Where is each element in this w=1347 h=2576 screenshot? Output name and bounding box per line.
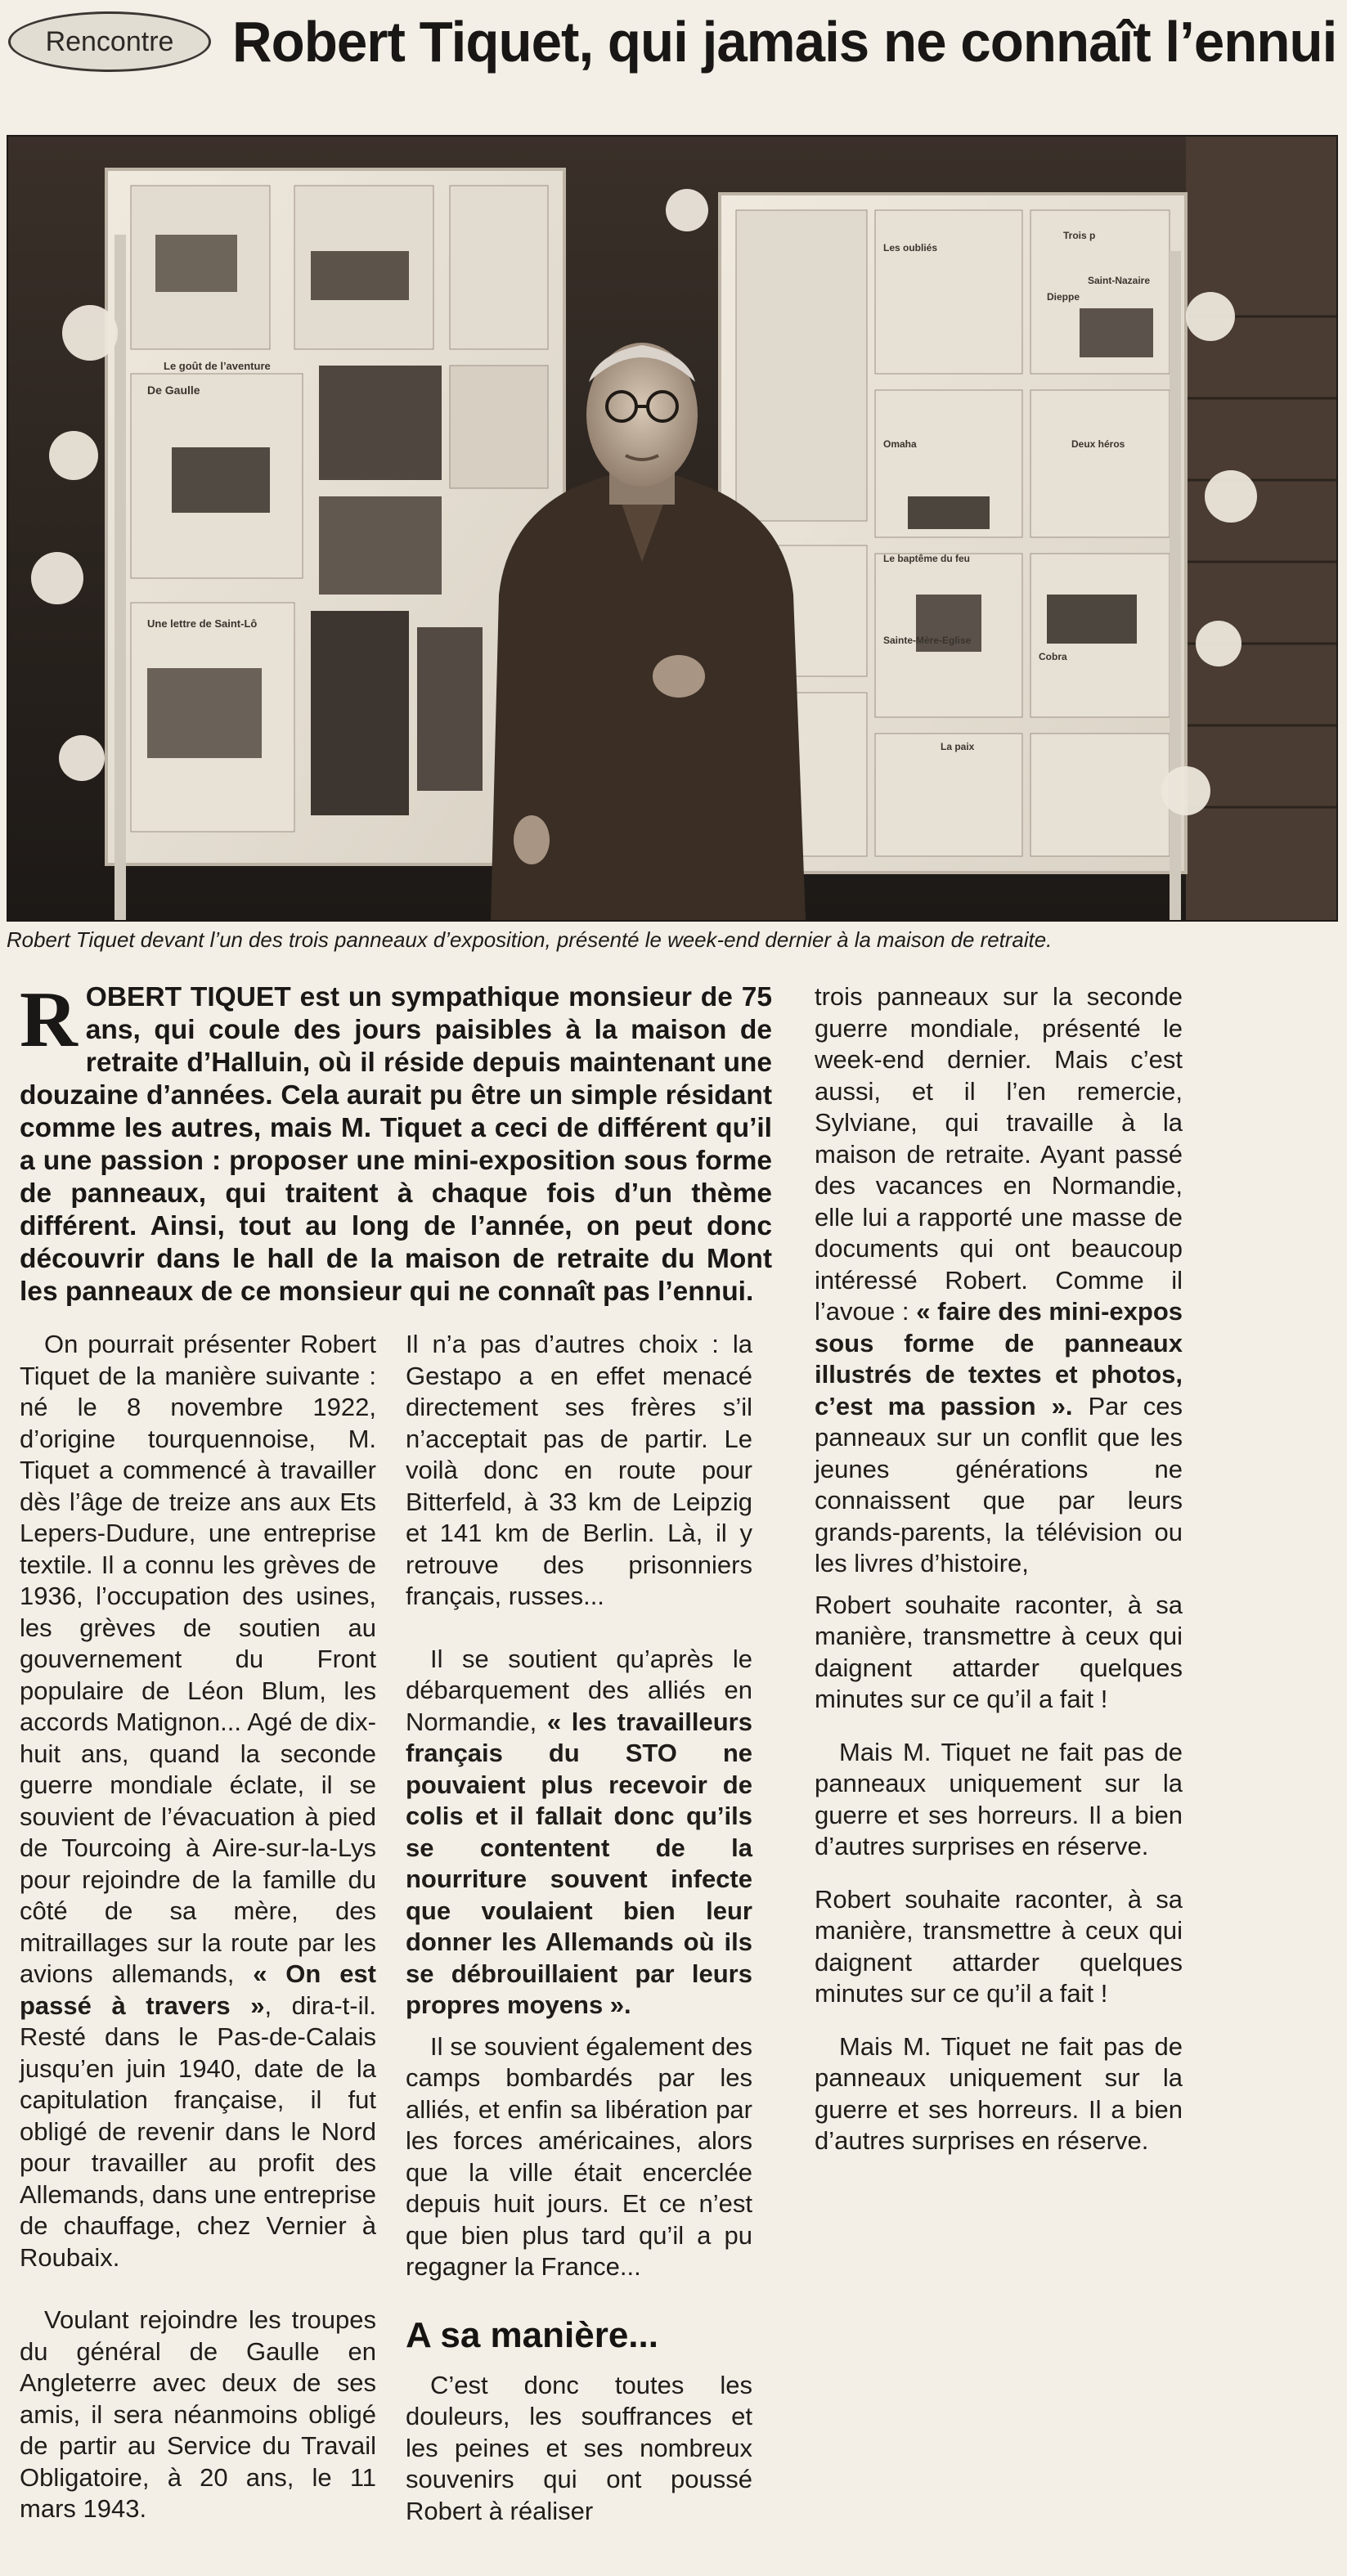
col1-p1-quote: « On est passé à travers » — [20, 1959, 376, 2020]
col1-p1-end: , dira-t-il. Resté dans le Pas-de-Calais jusqu’en juin 1940, date de la capitulation française, il fut obligé de revenir dans le Nord pour travailler au profit des Allemands, dans une entreprise de chauffage, chez Vernier à Roubaix. — [20, 1990, 376, 2272]
article-lead — [20, 976, 772, 1308]
right-panel-label-10: La paix — [941, 741, 975, 752]
right-panel-label-3: Saint-Nazaire — [1088, 275, 1151, 286]
col1-p1-text: On pourrait présenter Robert Tiquet de la manière suivante : né le 8 novembre 1922, d’origine tourquennoise, M. Tiquet a commencé à travailler dès l’âge de treize ans aux Ets Lepers-Dudure, une entreprise textile. Il a connu les grèves de 1936, l’occupation des usines, les grèves de soutien au gouvernement du Front populaire de Léon Blum, les accords Matignon... Agé de dix-huit ans, quand la seconde guerre mondiale éclate, il se souvient de l’évacuation à pied de Tourcoing à Aire-sur-la-Lys pour rejoindre de la famille du côté de sa mère, des mitraillages sur la route par les avions allemands, — [20, 1330, 376, 1988]
right-panel-label-8: Sainte-Mère-Eglise — [883, 635, 972, 646]
left-panel-label-1: Le goût de l’aventure — [164, 360, 271, 372]
col3-paragraph-2: Robert souhaite raconter, à sa manière, transmettre à ceux qui daignent attarder quelques minutes sur ce qu’il a fait ! — [815, 1590, 1183, 1713]
rubric-badge — [8, 11, 211, 72]
column-2 — [406, 1329, 752, 2558]
exhibition-photo-illustration — [8, 137, 1336, 920]
right-panel-label-1: Les oubliés — [883, 242, 938, 254]
col3-paragraph-5: Mais M. Tiquet ne fait pas de panneaux uniquement sur la guerre et ses horreurs. Il a bien d’autres surprises en réserve. — [815, 2031, 1183, 2155]
photo-caption: Robert Tiquet devant l’un des trois panneaux d’exposition, présenté le week-end dernier à la maison de retraite. — [7, 927, 1053, 952]
left-panel-label-2: De Gaulle — [147, 384, 200, 397]
col3-paragraph-3: Mais M. Tiquet ne fait pas de panneaux uniquement sur la guerre et ses horreurs. Il a bien d’autres surprises en réserve. — [815, 1737, 1183, 1860]
article-photo — [7, 135, 1338, 922]
col3-p1-quote: « faire des mini-expos sous forme de panneaux illustrés de textes et photos, c’est ma passion ». — [815, 1297, 1183, 1420]
lead-name-caps: OBERT TIQUET — [85, 982, 291, 1012]
column-1 — [20, 1329, 376, 2556]
headline: Robert Tiquet, qui jamais ne connaît l’ennui — [232, 10, 1337, 74]
column-3 — [815, 981, 1183, 2188]
col2-paragraph-1: Il n’a pas d’autres choix : la Gestapo a en effet menacé directement ses frères s’il n’acceptait pas de partir. Le voilà donc en route pour Bitterfeld, à 33 km de Leipzig et 141 km de Berlin. Là, il y retrouve des prisonniers français, russes... — [406, 1330, 752, 1610]
col2-paragraph-2 — [406, 1644, 752, 2022]
lead-dropcap: R — [20, 976, 78, 1064]
col3-p1-text: trois panneaux sur la seconde guerre mondiale, présenté le week-end dernier. Mais c’est aussi, et il l’en remercie, Sylviane, qui travaille à la maison de retraite. Ayant passé des vacances en Normandie, elle lui a rapporté une masse de documents qui ont beaucoup intéressé Robert. Comme il l’avoue : — [815, 982, 1183, 1326]
col3-p1-end: Par ces panneaux sur un conflit que les jeunes générations ne connaissent que par leurs grands-parents, la télévision ou les livres d’histoire, — [815, 1391, 1183, 1577]
section-subhead: A sa manière... — [406, 2314, 658, 2355]
lead-text: est un sympathique monsieur de 75 ans, qui coule des jours paisibles à la maison de retraite d’Halluin, où il réside depuis maintenant une douzaine d’années. Cela aurait pu être un simple résidant comme les autres, mais M. Tiquet a ceci de différent qu’il a une passion : proposer une mini-exposition sous forme de panneaux, qui traitent à chaque fois d’un thème différent. Ainsi, tout au long de l’année, on peut donc découvrir dans le hall de la maison de retraite du Mont les panneaux de ce monsieur qui ne connaît pas l’ennui. — [20, 982, 772, 1307]
col2-paragraph-4: C’est donc toutes les douleurs, les souffrances et les peines et ses nombreux souvenirs qui ont poussé Robert à réaliser — [406, 2370, 752, 2525]
col2-paragraph-3: Il se souvient également des camps bombardés par les alliés, et enfin sa libération par les forces américaines, alors que la ville était encerclée depuis huit jours. Et ce n’est que bien plus tard qu’il a pu regagner la France... — [406, 2031, 752, 2281]
brick-wall — [1186, 137, 1336, 920]
col2-p2-quote: « les travailleurs français du STO ne pouvaient plus recevoir de colis et il fallait donc qu’ils se contentent de la nourriture souvent infecte que voulaient bien leur donner les Allemands où ils se débrouillaient par leurs propres moyens ». — [406, 1707, 752, 2019]
right-stand-pole — [1170, 251, 1181, 920]
right-panel-label-2: Trois p — [1063, 230, 1096, 241]
col1-paragraph-1 — [20, 1329, 376, 2273]
col3-paragraph-1 — [815, 981, 1183, 1580]
col3-paragraph-4: Robert souhaite raconter, à sa manière, transmettre à ceux qui daignent attarder quelques minutes sur ce qu’il a fait ! — [815, 1884, 1183, 2008]
right-panel-label-9: Cobra — [1039, 651, 1067, 662]
right-panel-label-5: Omaha — [883, 438, 917, 450]
rubric-label: Rencontre — [45, 25, 174, 57]
right-panel-label-6: Deux héros — [1071, 438, 1125, 450]
col2-p2-text: Il se soutient qu’après le débarquement des alliés en Normandie, — [406, 1644, 752, 1736]
right-panel-label-7: Le baptême du feu — [883, 553, 971, 564]
col1-paragraph-2: Voulant rejoindre les troupes du général de Gaulle en Angleterre avec deux de ses amis, il sera néanmoins obligé de partir au Service du Travail Obligatoire, à 20 ans, le 11 mars 1943. — [20, 2305, 376, 2523]
right-panel-label-4: Dieppe — [1047, 291, 1080, 303]
left-panel-label-3: Une lettre de Saint-Lô — [147, 617, 258, 630]
